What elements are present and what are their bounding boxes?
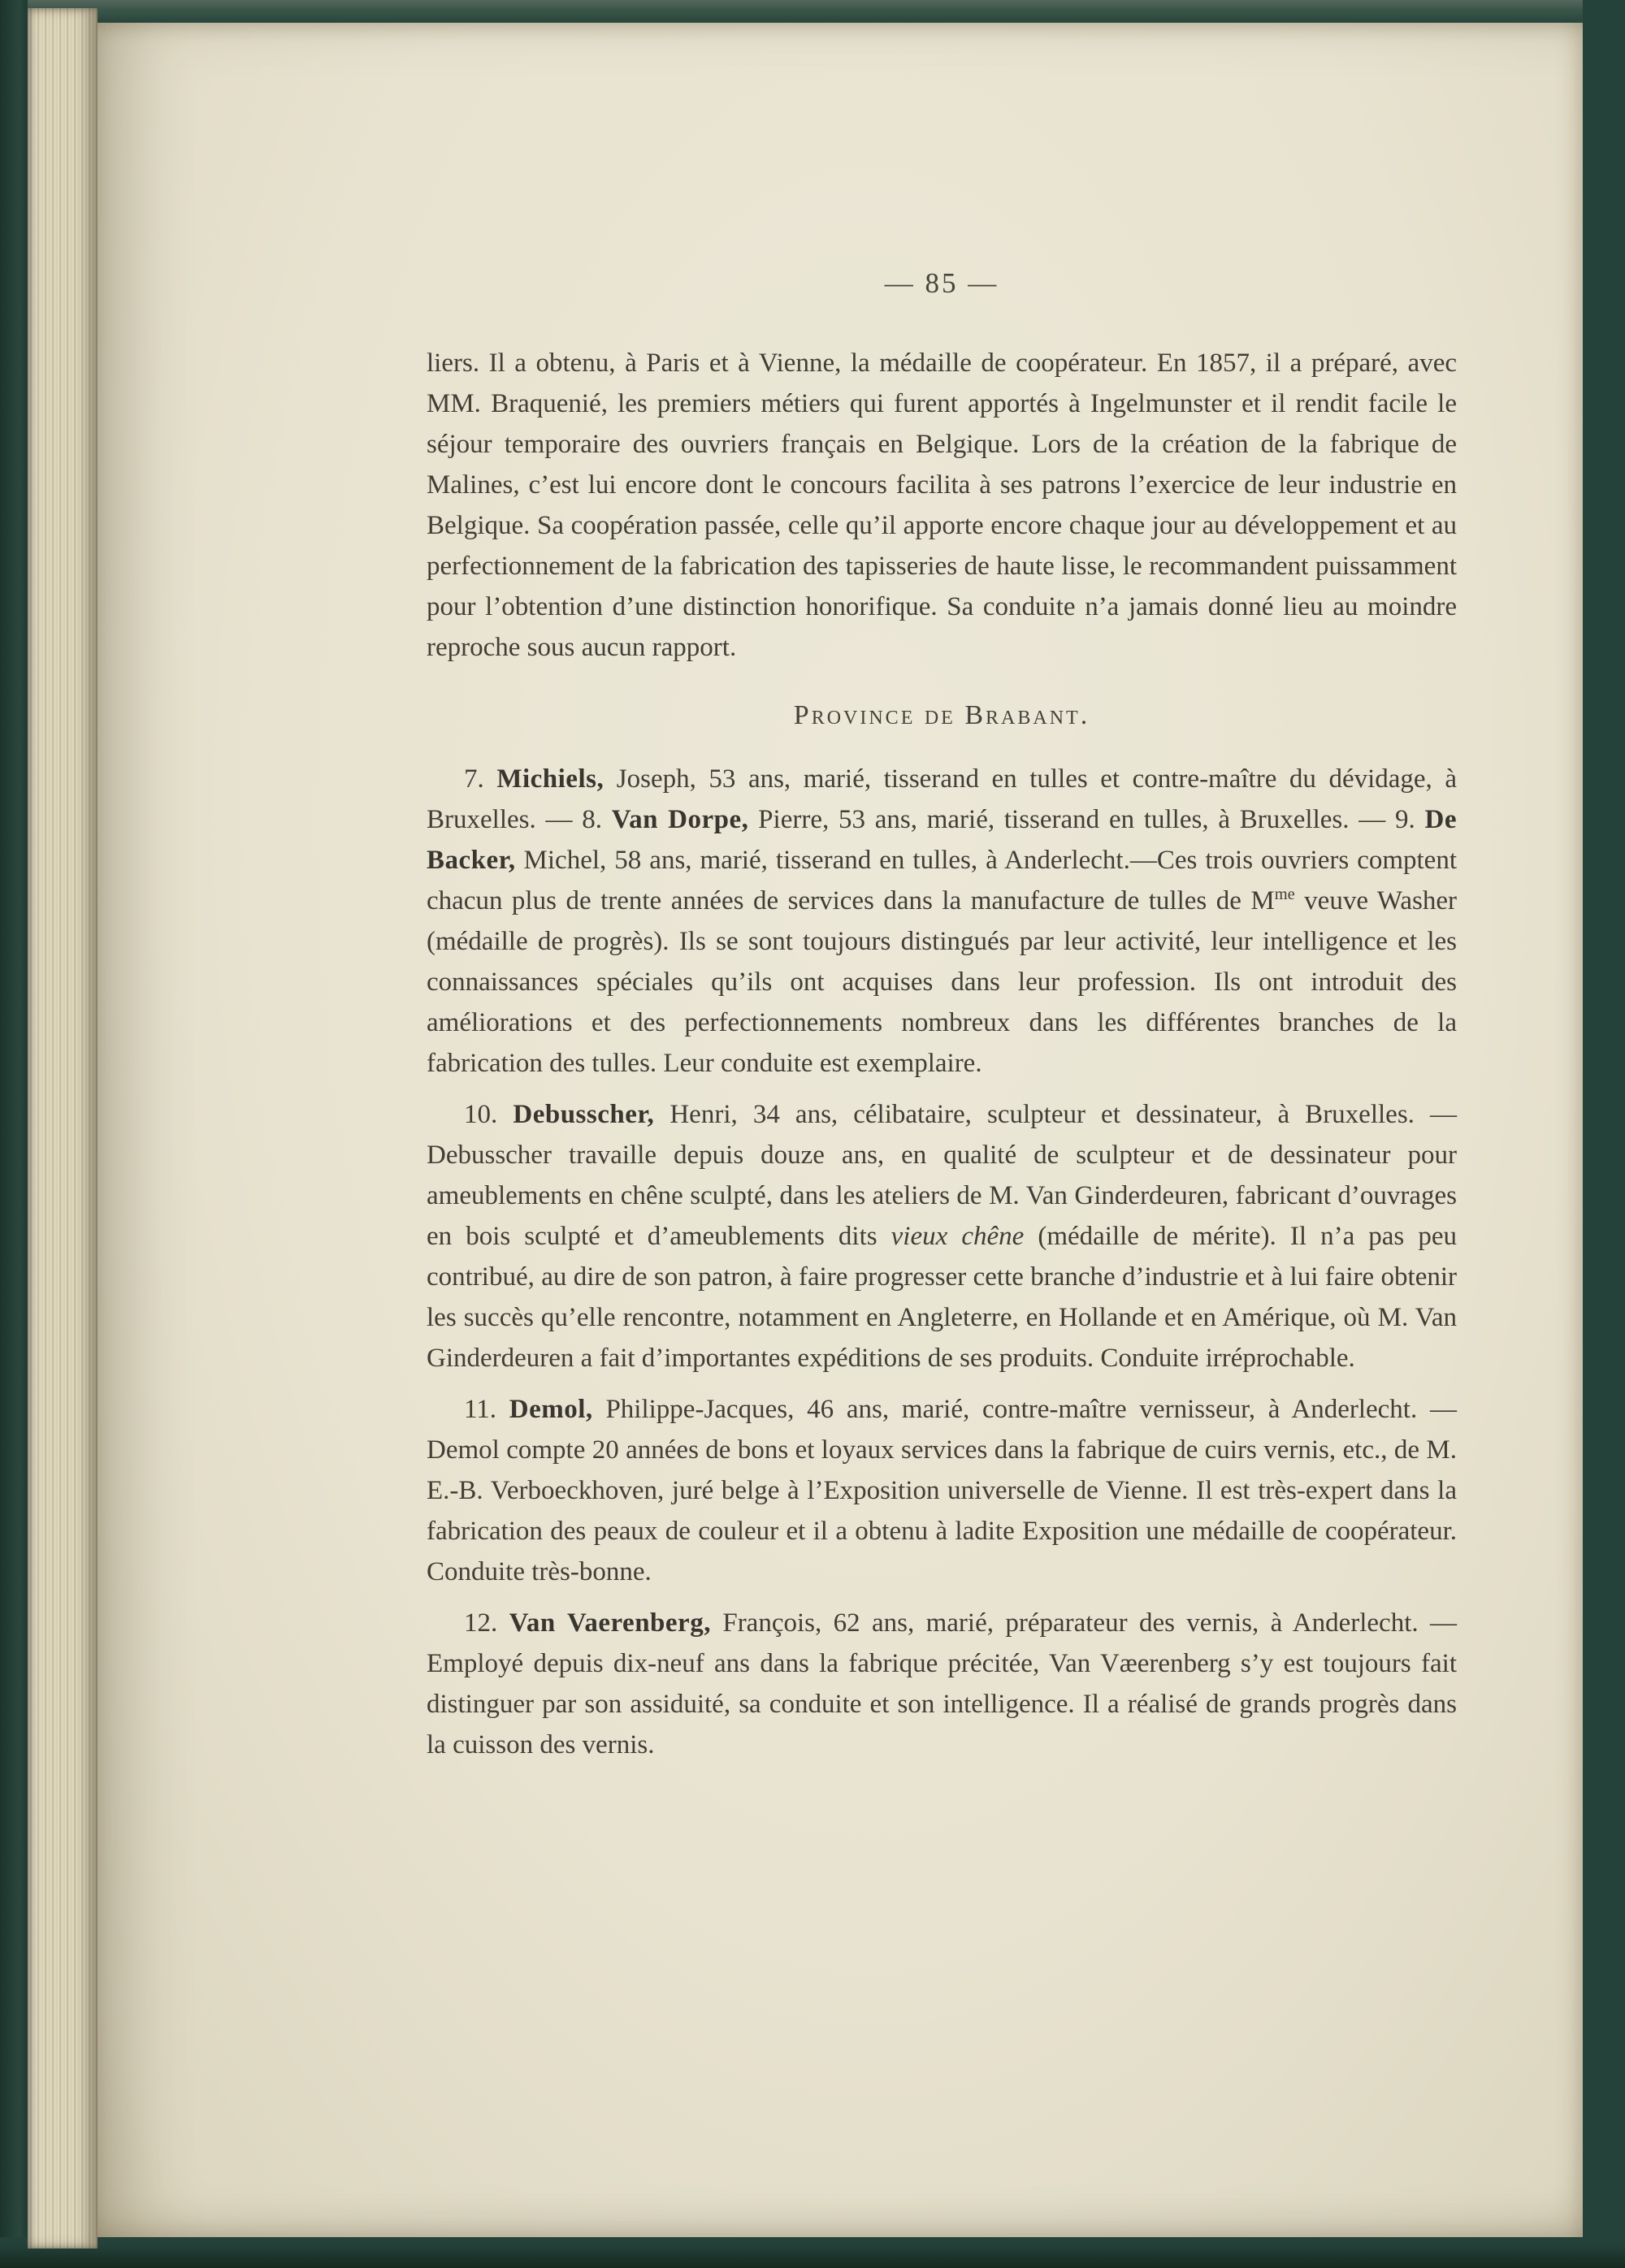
book-cover-top-edge xyxy=(0,0,1625,24)
paragraph xyxy=(427,1603,1457,1765)
text-run: me xyxy=(1274,885,1295,903)
text-run: Michel, 58 ans, marié, tisserand en tulles, à Anderlecht.—Ces trois ouvriers comptent chacun plus de trente années de services dans la manufacture de tulles de M xyxy=(427,846,1457,915)
book-page xyxy=(98,23,1583,2237)
book-page-edges xyxy=(28,8,98,2249)
text-run: (médaille de mérite). Il n’a pas peu contribué, au dire de son patron, à faire progresser cette branche d’industrie et à lui faire obtenir les succès qu’elle rencontre, notamment en Angleterre, en Hollande et en Amérique, où M. Van Ginderdeuren a fait d’importantes expéditions de ses produits. Conduite irréprochable. xyxy=(427,1222,1457,1373)
text-run: Joseph, 53 ans, marié, tisserand en tulles et contre-maître du dévidage, à Bruxelles. — 8. xyxy=(427,764,1457,834)
text-run: Philippe-Jacques, 46 ans, marié, contre-maître vernisseur, à Anderlecht. — Demol compte 20 années de bons et loyaux services dans la fabrique de cuirs vernis, etc., de M. E.-B. Verboeckhoven, juré belge à l’Exposition universelle de Vienne. Il est très-expert dans la fabrication des peaux de couleur et il a obtenu à ladite Exposition une médaille de coopérateur. Conduite très-bonne. xyxy=(427,1395,1457,1586)
paragraph xyxy=(427,759,1457,1084)
entry-name: Demol, xyxy=(509,1395,593,1424)
entry-name: Debusscher, xyxy=(513,1100,655,1129)
text-run: veuve Washer (médaille de progrès). Ils se sont toujours distingués par leur activité, leur intelligence et les connaissances spéciales qu’ils ont acquises dans leur profession. Ils ont introduit des améliorations et des perfectionnements nombreux dans les différentes branches de la fabrication des tulles. Leur conduite est exemplaire. xyxy=(427,886,1457,1078)
entry-name: Van Dorpe, xyxy=(611,805,749,834)
text-run: vieux chêne xyxy=(890,1222,1025,1251)
page-content xyxy=(427,263,1457,1776)
paragraph xyxy=(427,343,1457,668)
text-run: Pierre, 53 ans, marié, tisserand en tulles, à Bruxelles. — 9. xyxy=(748,805,1425,834)
text-run: François, 62 ans, marié, préparateur des vernis, à Anderlecht. — Employé depuis dix-neuf ans dans la fabrique précitée, Van Væerenberg s’y est toujours fait distinguer par son assiduité, sa conduite et son intelligence. Il a réalisé de grands progrès dans la cuisson des vernis. xyxy=(427,1608,1457,1759)
entry-name: Van Vaerenberg, xyxy=(509,1608,711,1638)
book-cover-right-edge xyxy=(1583,0,1625,2268)
page-number: — 85 — xyxy=(884,267,999,299)
entry-name: De Backer, xyxy=(427,805,1457,875)
book-cover-bottom-edge xyxy=(0,2237,1625,2268)
paragraph xyxy=(427,1094,1457,1379)
text-run: Henri, 34 ans, célibataire, sculpteur et dessinateur, à Bruxelles. — Debusscher travaille depuis douze ans, en qualité de sculpteur et de dessinateur pour ameublements en chêne sculpté, dans les ateliers de M. Van Ginderdeuren, fabricant d’ouvrages en bois sculpté et d’ameublements dits xyxy=(427,1100,1458,1251)
paragraph xyxy=(427,1389,1457,1592)
entry-name: Michiels, xyxy=(496,764,604,794)
text-run: 7. xyxy=(464,764,497,794)
text-run: 12. xyxy=(464,1608,509,1638)
text-block xyxy=(427,343,1457,1765)
text-run: 10. xyxy=(464,1100,514,1129)
book-cover-left-edge xyxy=(0,0,28,2268)
section-heading: Province de Brabant. xyxy=(793,700,1090,730)
text-run: liers. Il a obtenu, à Paris et à Vienne, la médaille de coopérateur. En 1857, il a préparé, avec MM. Braquenié, les premiers métiers qui furent apportés à Ingelmunster et il rendit facile le séjour temporaire des ouvriers français en Belgique. Lors de la création de la fabrique de Malines, c’est lui encore dont le concours facilita à ses patrons l’exercice de leur industrie en Belgique. Sa coopération passée, celle qu’il apporte encore chaque jour au développement et au perfectionnement de la fabrication des tapisseries de haute lisse, le recommandent puissamment pour l’obtention d’une distinction honorifique. Sa conduite n’a jamais donné lieu au moindre reproche sous aucun rapport. xyxy=(427,348,1457,662)
text-run: 11. xyxy=(464,1395,509,1424)
